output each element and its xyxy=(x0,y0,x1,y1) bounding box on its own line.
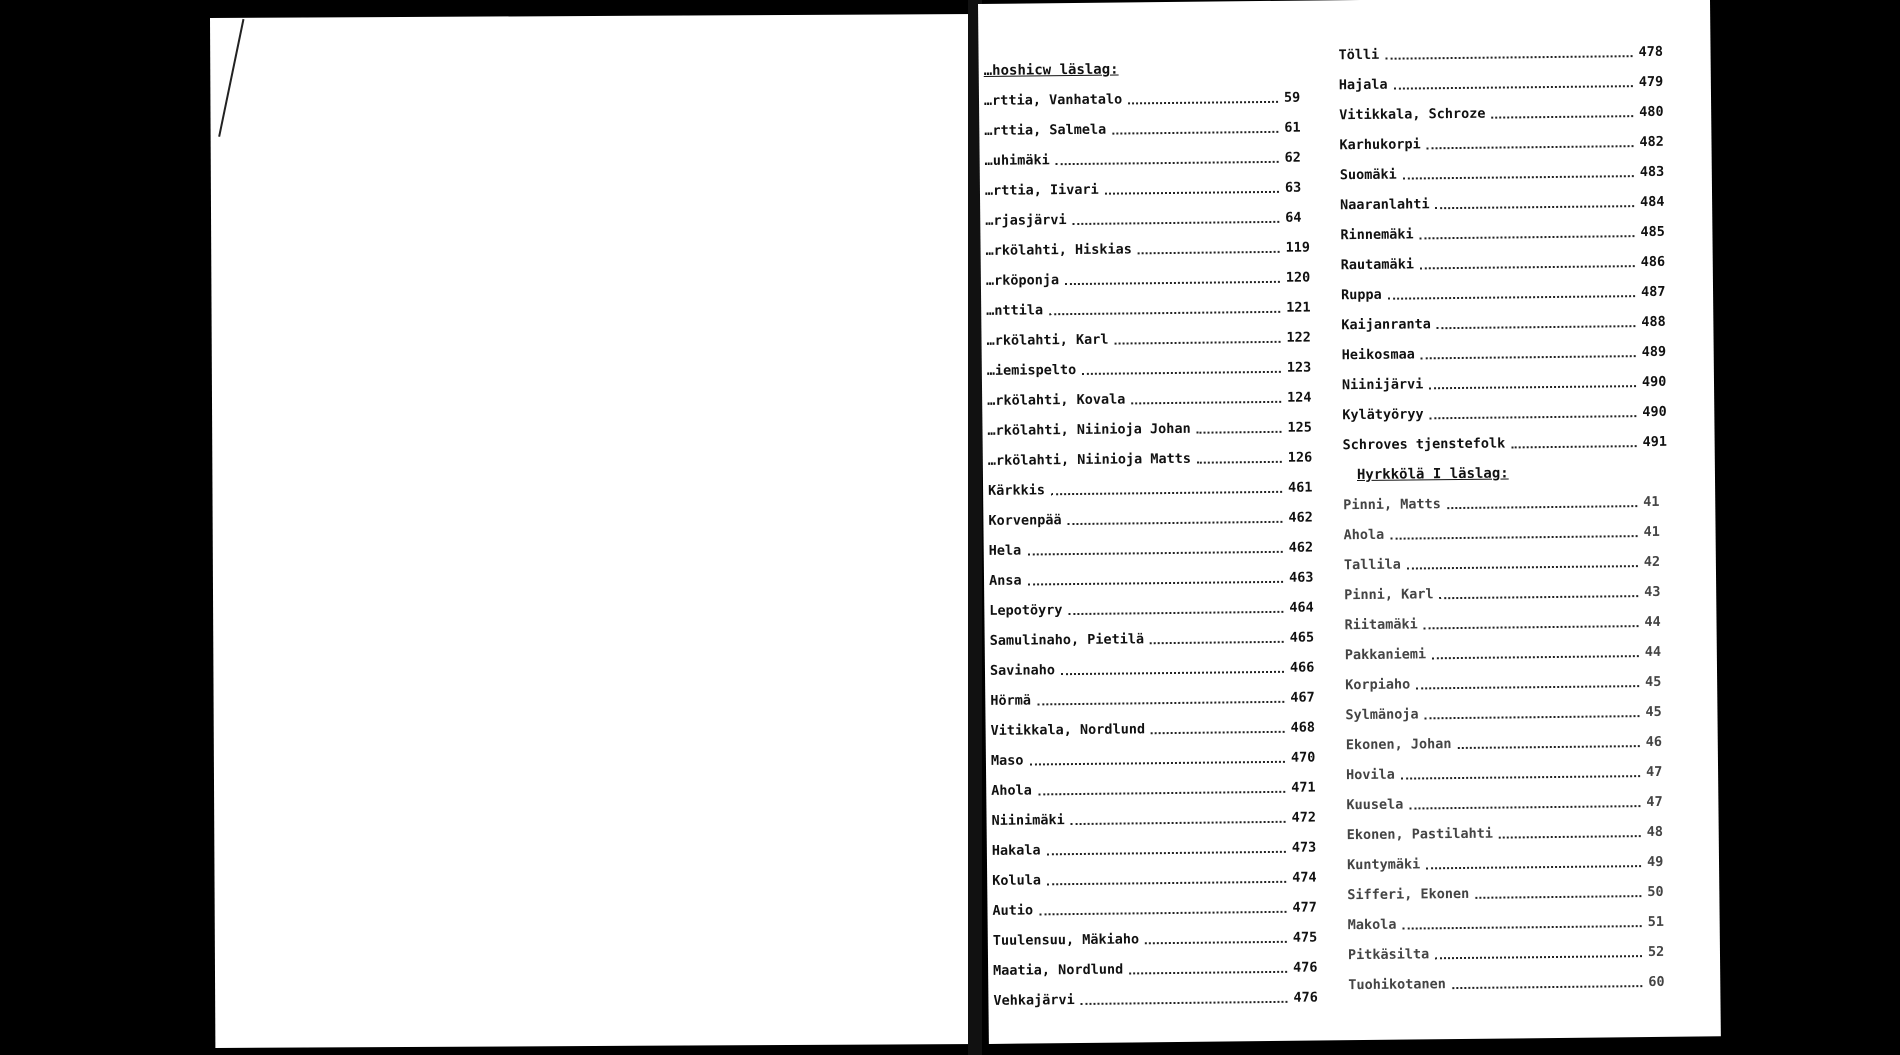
entry-page-number: 62 xyxy=(1284,149,1301,166)
dot-leader xyxy=(1151,731,1285,734)
dot-leader xyxy=(1511,445,1636,448)
dot-leader xyxy=(1403,175,1634,179)
dot-leader xyxy=(1432,655,1639,659)
dot-leader xyxy=(1429,385,1636,389)
entry-page-number: 487 xyxy=(1640,283,1666,301)
entry-page-number: 485 xyxy=(1640,223,1665,241)
dot-leader xyxy=(1069,611,1284,615)
entry-name: Karhukorpi xyxy=(1339,136,1421,154)
entry-name: Makola xyxy=(1347,916,1397,934)
index-entry xyxy=(989,562,1329,596)
index-entry xyxy=(1345,667,1685,701)
dot-leader xyxy=(1437,325,1636,329)
dot-leader xyxy=(1427,145,1634,149)
entry-name: Savinaho xyxy=(989,662,1056,679)
dot-leader xyxy=(1475,895,1641,899)
entry-page-number: 49 xyxy=(1646,853,1664,871)
index-entry xyxy=(986,292,1326,326)
index-entry xyxy=(989,532,1329,566)
dot-leader xyxy=(1028,581,1283,586)
entry-page-number: 48 xyxy=(1646,823,1664,841)
right-top-entry-list xyxy=(1338,37,1682,461)
index-entry xyxy=(1345,697,1685,731)
index-entry xyxy=(988,472,1328,506)
entry-page-number: 470 xyxy=(1290,749,1316,766)
entry-name: Tölli xyxy=(1338,46,1380,64)
dot-leader xyxy=(1071,821,1286,825)
dot-leader xyxy=(1138,251,1280,254)
index-entry xyxy=(991,772,1331,806)
entry-name: Vitikkala, Schroze xyxy=(1339,105,1486,124)
entry-name: Samulinaho, Pietilä xyxy=(989,631,1145,649)
entry-name: Maso xyxy=(990,752,1024,769)
entry-name: Hörmä xyxy=(990,692,1032,709)
entry-name: Korvenpää xyxy=(988,512,1062,529)
entry-name: Pinni, Matts xyxy=(1343,496,1441,514)
dot-leader xyxy=(1421,355,1636,359)
dot-leader xyxy=(1082,371,1281,375)
index-entry xyxy=(987,352,1327,386)
entry-page-number: 47 xyxy=(1645,763,1663,781)
entry-name: Tuohikotanen xyxy=(1348,976,1446,994)
index-entry xyxy=(984,112,1324,146)
index-entry xyxy=(990,652,1330,686)
index-entry xyxy=(1348,937,1688,971)
index-entry xyxy=(986,322,1326,356)
index-entry xyxy=(1338,37,1678,71)
dot-leader xyxy=(1081,1001,1288,1005)
entry-page-number: 491 xyxy=(1642,433,1668,451)
entry-name: Autio xyxy=(992,902,1034,919)
entry-page-number: 462 xyxy=(1288,539,1314,556)
entry-name: …rkölahti, Hiskias xyxy=(985,241,1132,259)
dot-leader xyxy=(1038,791,1285,796)
index-entry xyxy=(990,682,1330,716)
dot-leader xyxy=(1197,461,1282,464)
index-entry xyxy=(1339,67,1679,101)
dot-leader xyxy=(1056,161,1279,165)
entry-page-number: 490 xyxy=(1641,373,1667,391)
entry-page-number: 46 xyxy=(1645,733,1663,751)
entry-page-number: 43 xyxy=(1644,583,1661,601)
dot-leader xyxy=(1051,491,1282,495)
dot-leader xyxy=(1039,911,1286,916)
dot-leader xyxy=(1435,955,1642,959)
entry-name: Ahola xyxy=(991,782,1032,799)
entry-name: Schroves tjenstefolk xyxy=(1342,435,1506,454)
left-index-column xyxy=(984,52,1334,1016)
dot-leader xyxy=(1499,835,1641,838)
index-entry xyxy=(1344,547,1684,581)
entry-name: …rköponja xyxy=(985,272,1060,289)
entry-name: Ruppa xyxy=(1340,286,1382,304)
entry-page-number: 122 xyxy=(1286,329,1311,346)
index-entry xyxy=(1348,967,1688,1001)
entry-page-number: 464 xyxy=(1289,599,1314,616)
index-entry xyxy=(1342,367,1682,401)
dot-leader xyxy=(1424,625,1639,629)
dot-leader xyxy=(1402,925,1641,930)
entry-page-number: 59 xyxy=(1283,89,1301,106)
entry-page-number: 489 xyxy=(1641,343,1667,361)
entry-page-number: 483 xyxy=(1639,163,1665,181)
scan-mark xyxy=(218,19,244,137)
dot-leader xyxy=(1065,281,1280,285)
entry-page-number: 486 xyxy=(1640,253,1666,271)
dot-leader xyxy=(1457,745,1639,749)
dot-leader xyxy=(1061,671,1284,675)
entry-name: Kylätyöryy xyxy=(1342,406,1424,424)
entry-name: Vehkajärvi xyxy=(993,992,1075,1009)
entry-page-number: 64 xyxy=(1285,209,1302,226)
entry-name: Sylmänoja xyxy=(1345,706,1419,724)
dot-leader xyxy=(1425,715,1640,719)
entry-page-number: 42 xyxy=(1643,553,1661,571)
index-entry xyxy=(1346,787,1686,821)
dot-leader xyxy=(1416,685,1639,689)
entry-name: Pitkäsilta xyxy=(1347,946,1430,964)
entry-page-number: 60 xyxy=(1648,973,1665,991)
entry-name: …rkölahti, Niinioja Johan xyxy=(987,420,1191,439)
index-entry xyxy=(984,142,1324,176)
entry-name: Tallila xyxy=(1343,556,1401,574)
dot-leader xyxy=(1390,535,1637,540)
entry-page-number: 50 xyxy=(1647,883,1664,901)
index-entry xyxy=(1347,847,1687,881)
index-entry xyxy=(1343,517,1683,551)
entry-name: Niinijärvi xyxy=(1341,376,1424,394)
entry-name: Vitikkala, Nordlund xyxy=(990,721,1146,739)
entry-page-number: 44 xyxy=(1644,613,1661,631)
index-entry xyxy=(1346,757,1686,791)
entry-name: Kolula xyxy=(992,872,1042,889)
index-entry xyxy=(1344,577,1684,611)
entry-page-number: 44 xyxy=(1644,643,1662,661)
dot-leader xyxy=(1394,85,1633,90)
entry-page-number: 463 xyxy=(1288,569,1314,586)
entry-name: …rkölahti, Karl xyxy=(986,331,1109,349)
entry-page-number: 124 xyxy=(1287,389,1312,406)
entry-page-number: 47 xyxy=(1646,793,1663,811)
entry-name: Heikosmaa xyxy=(1341,346,1415,364)
entry-page-number: 477 xyxy=(1292,899,1317,916)
entry-name: …rttia, Vanhatalo xyxy=(983,91,1123,109)
index-entry xyxy=(993,922,1333,956)
dot-leader xyxy=(1492,115,1634,118)
dot-leader xyxy=(1105,191,1279,195)
entry-name: Hovila xyxy=(1346,766,1395,784)
index-entry xyxy=(990,622,1330,656)
entry-page-number: 482 xyxy=(1639,133,1664,151)
index-entry xyxy=(1340,157,1680,191)
entry-page-number: 484 xyxy=(1640,193,1665,211)
entry-page-number: 51 xyxy=(1647,913,1664,931)
dot-leader xyxy=(1029,761,1284,766)
entry-name: Naaranlahti xyxy=(1340,196,1430,214)
blank-left-page xyxy=(210,14,980,1048)
dot-leader xyxy=(1068,521,1283,525)
index-entry xyxy=(1345,637,1685,671)
dot-leader xyxy=(1452,985,1642,989)
entry-name: Ahola xyxy=(1343,526,1385,544)
dot-leader xyxy=(1401,775,1640,780)
entry-name: Kuntymäki xyxy=(1346,856,1421,874)
index-entry xyxy=(1342,397,1682,431)
entry-name: …rkölahti, Niinioja Matts xyxy=(987,450,1192,469)
entry-page-number: 41 xyxy=(1643,523,1660,541)
index-entry xyxy=(988,442,1328,476)
right-index-column xyxy=(1338,37,1688,1001)
index-entry xyxy=(1339,97,1679,131)
index-entry xyxy=(985,232,1325,266)
dot-leader xyxy=(1440,595,1639,599)
entry-page-number: 465 xyxy=(1289,629,1315,646)
entry-page-number: 45 xyxy=(1645,703,1662,721)
index-entry xyxy=(1348,907,1688,941)
entry-name: Hakala xyxy=(991,842,1041,859)
entry-page-number: 125 xyxy=(1287,419,1312,436)
entry-page-number: 466 xyxy=(1289,659,1315,676)
index-entry xyxy=(1341,247,1681,281)
entry-name: Hela xyxy=(988,542,1022,559)
index-entry xyxy=(987,412,1327,446)
entry-page-number: 473 xyxy=(1291,839,1317,856)
index-entry xyxy=(992,832,1332,866)
index-entry xyxy=(985,202,1325,236)
entry-page-number: 45 xyxy=(1645,673,1662,691)
dot-leader xyxy=(1128,101,1278,105)
dot-leader xyxy=(1047,881,1286,886)
entry-name: …rttia, Salmela xyxy=(984,121,1107,139)
index-entry xyxy=(988,502,1328,536)
entry-name: Rautamäki xyxy=(1340,256,1414,274)
entry-page-number: 468 xyxy=(1290,719,1316,736)
entry-name: Kärkkis xyxy=(988,482,1046,499)
entry-page-number: 476 xyxy=(1293,989,1318,1006)
dot-leader xyxy=(1073,221,1280,225)
entry-name: Kaijanranta xyxy=(1341,316,1431,334)
entry-page-number: 462 xyxy=(1288,509,1313,526)
dot-leader xyxy=(1420,265,1635,269)
dot-leader xyxy=(1409,805,1640,809)
entry-name: Lepotöyry xyxy=(989,602,1063,619)
entry-name: Maatia, Nordlund xyxy=(993,961,1124,979)
entry-name: Sifferi, Ekonen xyxy=(1347,885,1470,904)
entry-page-number: 488 xyxy=(1641,313,1666,331)
index-entry xyxy=(991,742,1331,776)
index-entry xyxy=(1347,877,1687,911)
entry-name: Kuusela xyxy=(1346,796,1404,814)
index-entry xyxy=(990,712,1330,746)
dot-leader xyxy=(1037,701,1284,706)
dot-leader xyxy=(1129,971,1287,975)
dot-leader xyxy=(1420,235,1635,239)
entry-name: Rinnemäki xyxy=(1340,226,1414,244)
index-entry xyxy=(984,82,1324,116)
entry-page-number: 61 xyxy=(1284,119,1301,136)
index-entry xyxy=(1340,217,1680,251)
index-entry xyxy=(986,262,1326,296)
dot-leader xyxy=(1388,295,1635,300)
entry-name: Riitamäki xyxy=(1344,616,1418,634)
entry-page-number: 41 xyxy=(1643,493,1660,511)
dot-leader xyxy=(1114,341,1280,345)
entry-page-number: 471 xyxy=(1291,779,1316,796)
entry-name: …nttila xyxy=(986,302,1044,319)
index-entry xyxy=(993,982,1333,1016)
entry-page-number: 478 xyxy=(1638,43,1664,61)
index-entry xyxy=(993,952,1333,986)
entry-name: Ekonen, Johan xyxy=(1345,736,1452,754)
index-entry xyxy=(1342,427,1682,461)
entry-page-number: 480 xyxy=(1639,103,1664,121)
dot-leader xyxy=(1131,401,1281,405)
entry-name: …rjasjärvi xyxy=(985,212,1067,229)
dot-leader xyxy=(1430,415,1637,419)
entry-page-number: 126 xyxy=(1287,449,1313,466)
index-entry xyxy=(1339,127,1679,161)
dot-leader xyxy=(1145,941,1287,944)
entry-name: Niinimäki xyxy=(991,812,1065,829)
index-entry xyxy=(987,382,1327,416)
left-entry-list xyxy=(984,82,1334,1016)
right-bottom-entry-list xyxy=(1343,487,1688,1001)
entry-name: …rttia, Iivari xyxy=(984,181,1099,199)
entry-page-number: 63 xyxy=(1284,179,1302,196)
entry-name: Pakkaniemi xyxy=(1344,646,1427,664)
entry-page-number: 461 xyxy=(1287,479,1313,496)
dot-leader xyxy=(1112,131,1278,135)
dot-leader xyxy=(1027,551,1282,556)
section-heading: …hoshicw läslag: xyxy=(983,61,1119,79)
entry-name: Korpiaho xyxy=(1345,676,1411,694)
index-entry xyxy=(1340,187,1680,221)
entry-name: …iemispelto xyxy=(986,361,1077,379)
entry-page-number: 472 xyxy=(1291,809,1317,826)
dot-leader xyxy=(1447,505,1637,509)
index-entry xyxy=(1344,607,1684,641)
entry-name: Pinni, Karl xyxy=(1344,586,1434,604)
index-entry xyxy=(992,862,1332,896)
index-entry xyxy=(989,592,1329,626)
entry-page-number: 476 xyxy=(1293,959,1318,976)
entry-name: Ekonen, Pastilahti xyxy=(1346,825,1494,844)
entry-page-number: 475 xyxy=(1292,929,1318,946)
entry-page-number: 121 xyxy=(1286,299,1311,316)
index-entry xyxy=(1341,277,1681,311)
entry-page-number: 479 xyxy=(1638,73,1664,91)
index-page xyxy=(978,0,1721,1044)
entry-name: Hajala xyxy=(1338,76,1388,94)
entry-page-number: 467 xyxy=(1290,689,1315,706)
entry-name: Suomäki xyxy=(1339,166,1397,184)
entry-name: Ansa xyxy=(988,572,1022,589)
entry-page-number: 474 xyxy=(1292,869,1317,886)
index-entry xyxy=(985,172,1325,206)
dot-leader xyxy=(1049,311,1280,315)
index-entry xyxy=(992,892,1332,926)
index-entry xyxy=(1347,817,1687,851)
section-heading-hyrkkola: Hyrkkölä I läslag: xyxy=(1356,465,1509,484)
dot-leader xyxy=(1197,431,1282,434)
entry-page-number: 52 xyxy=(1647,943,1665,961)
entry-page-number: 490 xyxy=(1642,403,1667,421)
dot-leader xyxy=(1407,565,1638,569)
index-entry xyxy=(1343,487,1683,521)
index-entry xyxy=(1341,307,1681,341)
entry-page-number: 119 xyxy=(1285,239,1311,256)
entry-name: …rkölahti, Kovala xyxy=(987,391,1126,409)
entry-page-number: 123 xyxy=(1286,359,1312,376)
index-entry xyxy=(1346,727,1686,761)
dot-leader xyxy=(1150,641,1284,644)
dot-leader xyxy=(1426,865,1641,869)
index-entry xyxy=(1342,337,1682,371)
dot-leader xyxy=(1436,205,1635,209)
entry-name: Tuulensuu, Mäkiaho xyxy=(992,931,1140,949)
index-entry xyxy=(991,802,1331,836)
entry-name: …uhimäki xyxy=(984,152,1050,169)
dot-leader xyxy=(1385,55,1632,60)
entry-page-number: 120 xyxy=(1285,269,1311,286)
dot-leader xyxy=(1047,851,1286,856)
